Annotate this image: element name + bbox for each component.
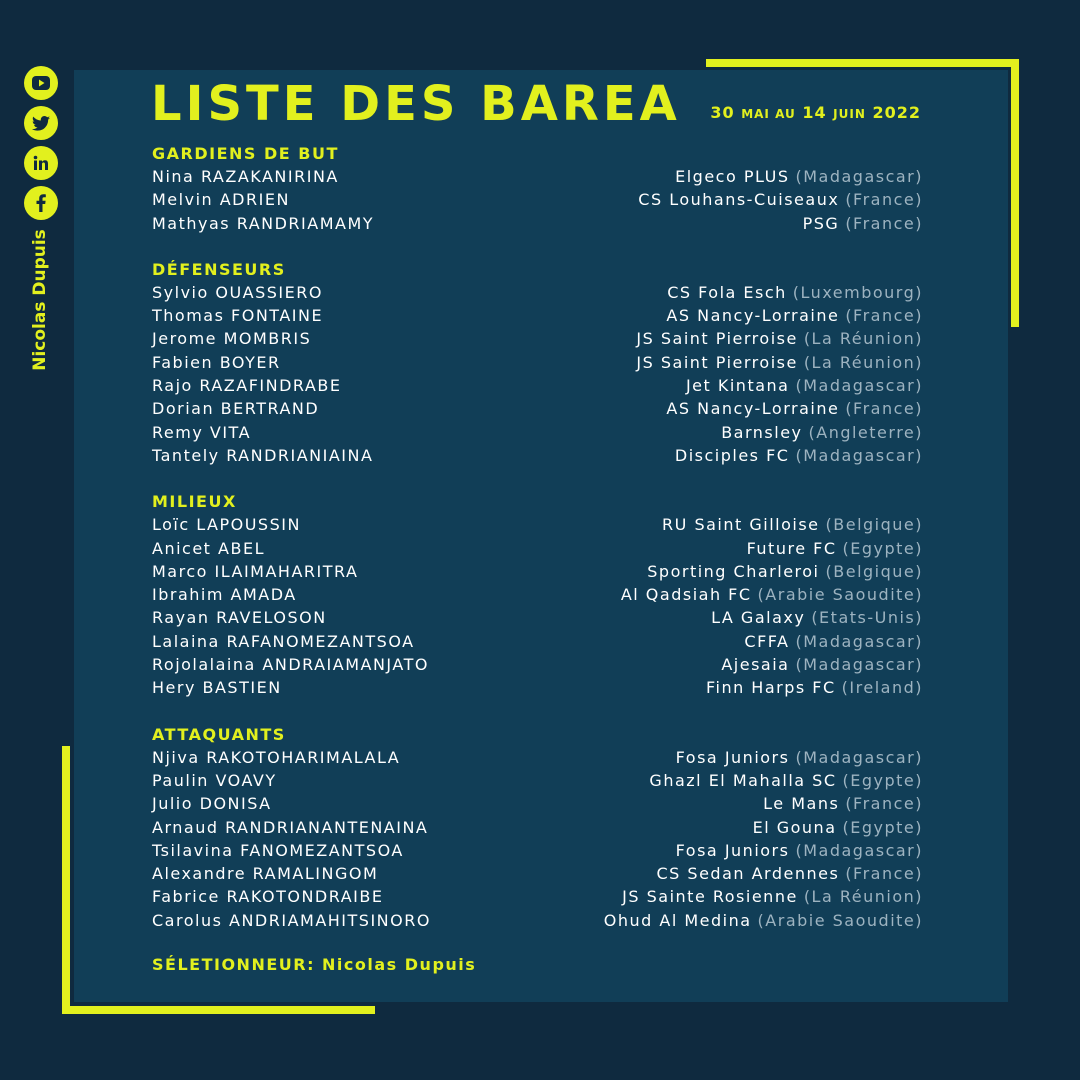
player-club-info xyxy=(666,304,923,327)
player-row xyxy=(152,816,923,839)
youtube-icon[interactable] xyxy=(24,66,58,100)
player-club-info xyxy=(636,351,923,374)
club-name: Fosa Juniors xyxy=(675,840,790,860)
club-country: (France) xyxy=(845,190,923,210)
player-club-info xyxy=(604,909,923,932)
club-country: (La Réunion) xyxy=(803,352,923,372)
player-club-info xyxy=(662,513,923,536)
date-end-month: JUIN xyxy=(833,107,866,121)
player-name: Njiva RAKOTOHARIMALALA xyxy=(152,747,401,767)
corner-bracket-top-right xyxy=(706,59,1019,67)
player-club-info xyxy=(676,746,923,769)
player-row xyxy=(152,606,923,629)
club-name: CFFA xyxy=(744,631,790,651)
position-section xyxy=(152,723,923,932)
corner-bracket-top-right-vertical xyxy=(1011,59,1019,327)
section-title: DÉFENSEURS xyxy=(152,259,286,279)
player-name: Tantely RANDRIANIAINA xyxy=(152,445,374,465)
club-name: Disciples FC xyxy=(674,445,790,465)
club-name: JS Saint Pierroise xyxy=(636,352,798,372)
club-country: (Egypte) xyxy=(842,817,923,837)
club-country: (France) xyxy=(845,864,923,884)
club-name: JS Sainte Rosienne xyxy=(622,887,798,907)
player-club-info xyxy=(621,583,923,606)
player-name: Mathyas RANDRIAMAMY xyxy=(152,213,375,233)
club-name: Ohud Al Medina xyxy=(603,910,752,930)
corner-bracket-bottom-left-horizontal xyxy=(62,1006,375,1014)
player-club-info xyxy=(721,421,923,444)
club-name: RU Saint Gilloise xyxy=(662,515,820,535)
club-country: (La Réunion) xyxy=(803,329,923,349)
player-name: Alexandre RAMALINGOM xyxy=(152,864,379,884)
player-club-info xyxy=(711,606,923,629)
player-club-info xyxy=(636,327,923,350)
player-row xyxy=(152,212,923,235)
player-row xyxy=(152,304,923,327)
player-row xyxy=(152,397,923,420)
club-name: Sporting Charleroi xyxy=(647,561,820,581)
player-row xyxy=(152,374,923,397)
club-country: (Madagascar) xyxy=(795,840,923,860)
player-name: Melvin ADRIEN xyxy=(152,190,290,210)
player-name: Jerome MOMBRIS xyxy=(152,329,312,349)
player-row xyxy=(152,560,923,583)
player-club-info xyxy=(803,212,923,235)
player-club-info xyxy=(747,537,923,560)
club-country: (Ireland) xyxy=(841,678,923,698)
club-country: (France) xyxy=(845,794,923,814)
club-country: (La Réunion) xyxy=(803,887,923,907)
social-links xyxy=(24,66,60,226)
club-country: (Etats-Unis) xyxy=(811,608,923,628)
player-row xyxy=(152,630,923,653)
corner-bracket-bottom-left xyxy=(62,746,70,1014)
club-country: (France) xyxy=(845,213,923,233)
player-name: Thomas FONTAINE xyxy=(152,306,324,326)
player-row xyxy=(152,885,923,908)
club-country: (Arabie Saoudite) xyxy=(757,910,923,930)
date-start-month: MAI AU xyxy=(741,107,796,121)
player-name: Carolus ANDRIAMAHITSINORO xyxy=(152,910,431,930)
date-range xyxy=(710,103,921,122)
player-name: Remy VITA xyxy=(152,422,252,442)
club-country: (Angleterre) xyxy=(808,422,923,442)
club-name: Future FC xyxy=(746,538,837,558)
club-country: (Egypte) xyxy=(842,538,923,558)
club-country: (Madagascar) xyxy=(795,747,923,767)
club-country: (Belgique) xyxy=(825,515,923,535)
club-name: Al Qadsiah FC xyxy=(620,585,752,605)
twitter-icon[interactable] xyxy=(24,106,58,140)
player-row xyxy=(152,281,923,304)
club-country: (Madagascar) xyxy=(795,631,923,651)
section-title: MILIEUX xyxy=(152,492,237,512)
club-name: CS Fola Esch xyxy=(667,282,787,302)
club-country: (Madagascar) xyxy=(795,167,923,186)
club-name: Ghazl El Mahalla SC xyxy=(649,770,837,790)
club-country: (France) xyxy=(845,306,923,326)
club-country: (Egypte) xyxy=(842,770,923,790)
player-name: Marco ILAIMAHARITRA xyxy=(152,561,359,581)
page-title: LISTE DES BAREA xyxy=(151,76,681,132)
club-name: Le Mans xyxy=(763,794,840,814)
player-row xyxy=(152,188,923,211)
player-row xyxy=(152,513,923,536)
author-name-vertical: Nicolas Dupuis xyxy=(30,229,50,371)
player-name: Fabrice RAKOTONDRAIBE xyxy=(152,887,384,907)
club-name: Finn Harps FC xyxy=(705,678,836,698)
player-row xyxy=(152,676,923,699)
player-row xyxy=(152,165,923,188)
club-name: Barnsley xyxy=(721,422,803,442)
player-name: Anicet ABEL xyxy=(152,538,265,558)
player-club-info xyxy=(686,374,923,397)
club-country: (Arabie Saoudite) xyxy=(757,585,923,605)
player-row xyxy=(152,653,923,676)
player-row xyxy=(152,444,923,467)
player-club-info xyxy=(706,676,923,699)
club-name: Elgeco PLUS xyxy=(675,167,790,186)
player-name: Paulin VOAVY xyxy=(152,770,277,790)
club-name: CS Sedan Ardennes xyxy=(656,864,840,884)
club-country: (Belgique) xyxy=(825,561,923,581)
date-start-day: 30 xyxy=(710,103,735,122)
player-name: Lalaina RAFANOMEZANTSOA xyxy=(152,631,415,651)
player-club-info xyxy=(763,792,923,815)
coach-line: SÉLETIONNEUR: Nicolas Dupuis xyxy=(152,955,477,975)
player-name: Dorian BERTRAND xyxy=(152,399,320,419)
player-club-info xyxy=(638,188,923,211)
player-row xyxy=(152,351,923,374)
player-club-info xyxy=(666,397,923,420)
player-row xyxy=(152,839,923,862)
club-name: AS Nancy-Lorraine xyxy=(666,399,840,419)
player-row xyxy=(152,537,923,560)
position-section xyxy=(152,490,923,699)
player-club-info xyxy=(744,630,923,653)
club-name: JS Saint Pierroise xyxy=(636,329,798,349)
player-name: Julio DONISA xyxy=(152,794,272,814)
player-club-info xyxy=(675,165,923,188)
player-name: Loïc LAPOUSSIN xyxy=(152,515,301,535)
player-name: Nina RAZAKANIRINA xyxy=(152,167,339,186)
player-name: Fabien BOYER xyxy=(152,352,281,372)
player-club-info xyxy=(622,885,923,908)
club-name: CS Louhans-Cuiseaux xyxy=(638,190,840,210)
player-name: Hery BASTIEN xyxy=(152,678,282,698)
club-name: Ajesaia xyxy=(721,655,790,675)
player-name: Rojolalaina ANDRAIAMANJATO xyxy=(152,655,429,675)
player-club-info xyxy=(675,444,923,467)
player-row xyxy=(152,769,923,792)
club-country: (Madagascar) xyxy=(795,376,923,396)
club-name: PSG xyxy=(802,213,840,233)
player-name: Sylvio OUASSIERO xyxy=(152,282,323,302)
player-club-info xyxy=(667,281,923,304)
player-row xyxy=(152,583,923,606)
section-title: GARDIENS DE BUT xyxy=(152,144,339,163)
position-section xyxy=(152,142,923,235)
player-name: Ibrahim AMADA xyxy=(152,585,297,605)
player-name: Rajo RAZAFINDRABE xyxy=(152,376,342,396)
player-row xyxy=(152,746,923,769)
facebook-icon[interactable] xyxy=(24,186,58,220)
player-club-info xyxy=(657,862,924,885)
player-club-info xyxy=(649,769,923,792)
club-country: (Luxembourg) xyxy=(792,282,923,302)
club-name: Jet Kintana xyxy=(685,376,790,396)
position-section xyxy=(152,258,923,467)
club-name: Fosa Juniors xyxy=(675,747,790,767)
linkedin-icon[interactable] xyxy=(24,146,58,180)
player-name: Arnaud RANDRIANANTENAINA xyxy=(152,817,429,837)
player-row xyxy=(152,862,923,885)
club-country: (France) xyxy=(845,399,923,419)
player-row xyxy=(152,792,923,815)
club-name: El Gouna xyxy=(752,817,837,837)
player-club-info xyxy=(647,560,923,583)
section-title: ATTAQUANTS xyxy=(152,724,286,744)
club-country: (Madagascar) xyxy=(795,445,923,465)
player-name: Tsilavina FANOMEZANTSOA xyxy=(152,840,404,860)
club-name: AS Nancy-Lorraine xyxy=(666,306,840,326)
player-row xyxy=(152,327,923,350)
club-name: LA Galaxy xyxy=(711,608,806,628)
player-club-info xyxy=(753,816,923,839)
date-year: 2022 xyxy=(872,103,921,122)
player-club-info xyxy=(721,653,923,676)
player-name: Rayan RAVELOSON xyxy=(152,608,327,628)
player-row xyxy=(152,421,923,444)
player-row xyxy=(152,909,923,932)
squad-roster xyxy=(152,142,923,976)
player-club-info xyxy=(676,839,923,862)
club-country: (Madagascar) xyxy=(795,655,923,675)
date-end-day: 14 xyxy=(802,103,827,122)
